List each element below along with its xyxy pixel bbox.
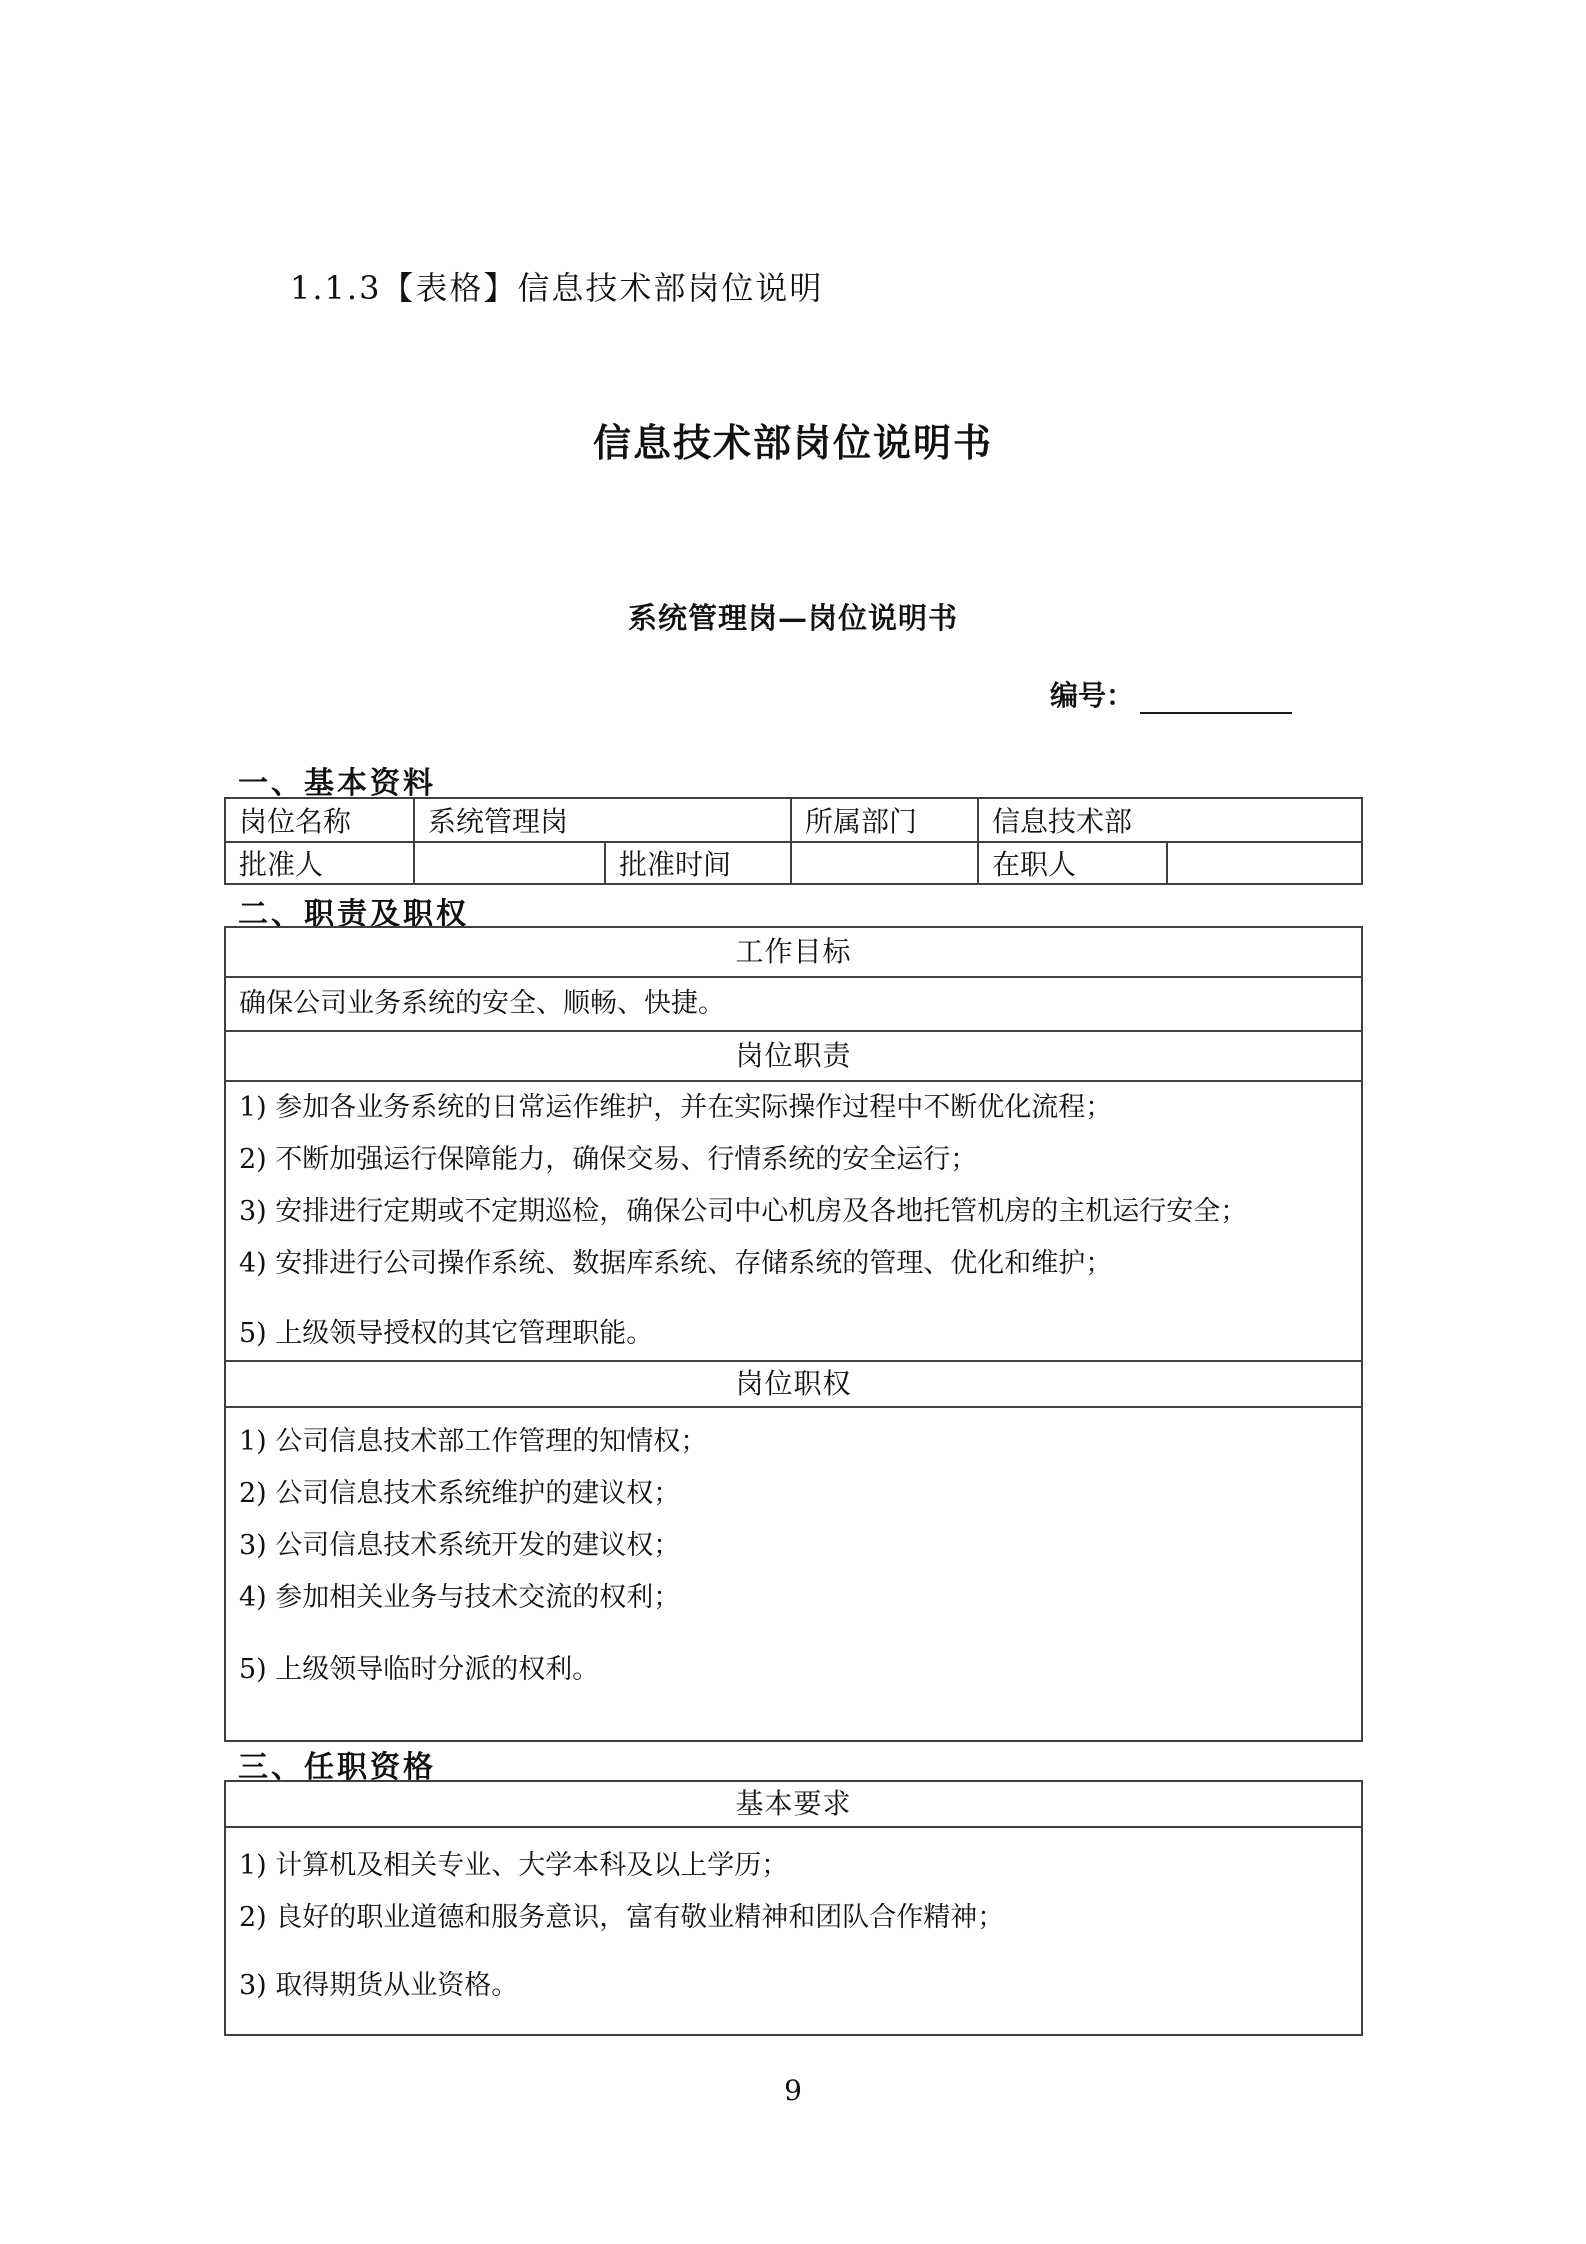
- code-blank-underline: [1140, 682, 1292, 714]
- basic-table-row-2: [225, 842, 1362, 884]
- document-title: 信息技术部岗位说明书: [592, 420, 993, 465]
- incumbent-label-cell: 在职人: [978, 842, 1167, 884]
- incumbent-value-cell: [1167, 842, 1362, 884]
- duties-header: 岗位职责: [226, 1030, 1361, 1080]
- right-item: 3) 公司信息技术系统开发的建议权；: [239, 1530, 681, 1561]
- approver-value-cell: [414, 842, 605, 884]
- right-item: 1) 公司信息技术部工作管理的知情权；: [239, 1426, 708, 1457]
- section-heading-qualification: 三、任职资格: [238, 1750, 436, 1785]
- requirements-list: [226, 1826, 1361, 2034]
- duty-item: 1) 参加各业务系统的日常运作维护，并在实际操作过程中不断优化流程；: [239, 1092, 1113, 1123]
- document-subtitle: 系统管理岗—岗位说明书: [627, 601, 958, 635]
- section-heading-basic: 一、基本资料: [238, 766, 436, 801]
- department-label-cell: 所属部门: [791, 798, 978, 842]
- requirement-item: 1) 计算机及相关专业、大学本科及以上学历；: [239, 1850, 789, 1881]
- section-heading-duty: 二、职责及职权: [238, 897, 469, 932]
- section-number-heading: 1.1.3【表格】信息技术部岗位说明: [290, 269, 824, 307]
- duty-item: 3) 安排进行定期或不定期巡检，确保公司中心机房及各地托管机房的主机运行安全；: [239, 1196, 1248, 1227]
- work-goal-header: 工作目标: [735, 935, 852, 968]
- duty-item: 5) 上级领导授权的其它管理职能。: [239, 1318, 654, 1349]
- post-name-value-cell: 系统管理岗: [414, 798, 791, 842]
- approve-time-label-cell: 批准时间: [605, 842, 791, 884]
- duty-item: 4) 安排进行公司操作系统、数据库系统、存储系统的管理、优化和维护；: [239, 1248, 1113, 1279]
- qualification-table: [224, 1780, 1363, 2036]
- requirement-item: 2) 良好的职业道德和服务意识，富有敬业精神和团队合作精神；: [239, 1902, 1005, 1933]
- rights-header: 岗位职权: [226, 1360, 1361, 1406]
- rights-list: [226, 1406, 1361, 1740]
- duty-item: 2) 不断加强运行保障能力，确保交易、行情系统的安全运行；: [239, 1144, 978, 1175]
- code-label: 编号：: [1049, 679, 1134, 712]
- approver-label-cell: 批准人: [225, 842, 414, 884]
- right-item: 5) 上级领导临时分派的权利。: [239, 1654, 600, 1685]
- requirement-item: 3) 取得期货从业资格。: [239, 1970, 519, 2001]
- basic-info-table: [224, 797, 1363, 885]
- code-line: [0, 674, 1292, 714]
- duties-list: [226, 1080, 1361, 1360]
- basic-requirements-header: 基本要求: [735, 1787, 852, 1820]
- basic-table-row-1: [225, 798, 1362, 842]
- post-name-label-cell: 岗位名称: [225, 798, 414, 842]
- right-item: 4) 参加相关业务与技术交流的权利；: [239, 1582, 681, 1613]
- right-item: 2) 公司信息技术系统维护的建议权；: [239, 1478, 681, 1509]
- approve-time-value-cell: [791, 842, 978, 884]
- work-goal-text: 确保公司业务系统的安全、顺畅、快捷。: [226, 976, 1361, 1030]
- duty-table: [224, 926, 1363, 1742]
- page-number: 9: [784, 2074, 802, 2107]
- department-value-cell: 信息技术部: [978, 798, 1362, 842]
